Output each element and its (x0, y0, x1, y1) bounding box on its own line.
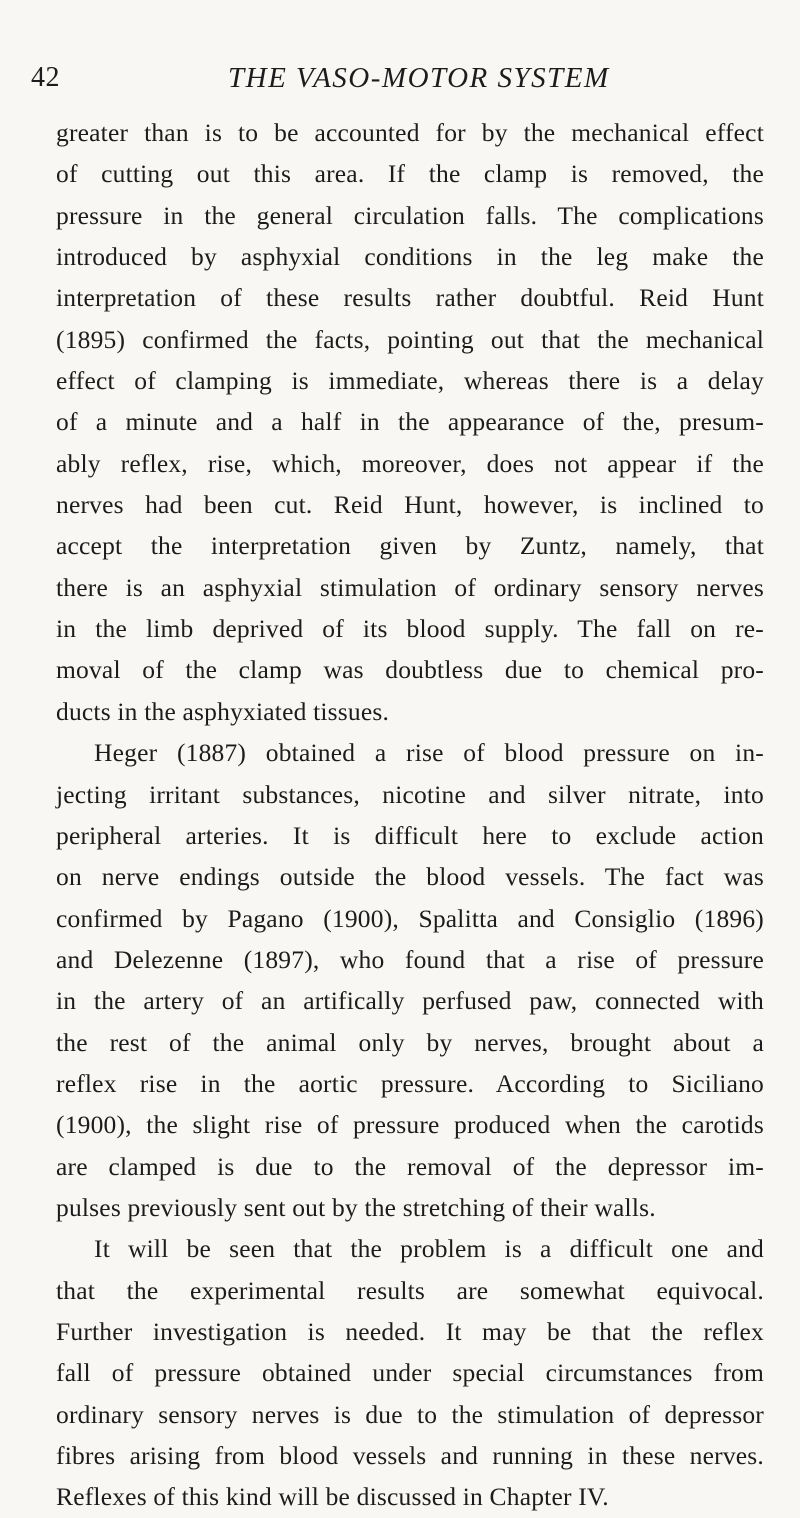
text-line: pressure in the general circulation falls. The complications (56, 200, 764, 230)
text-line: that the experimental results are somewhat equivocal. (56, 1275, 764, 1305)
text-line: (1895) confirmed the facts, pointing out that the mechanical (56, 324, 764, 354)
text-line: and Delezenne (1897), who found that a rise of pressure (56, 944, 764, 974)
body-text (56, 112, 764, 1518)
text-line: effect of clamping is immediate, whereas there is a delay (56, 366, 764, 396)
text-line: pulses previously sent out by the stretching of their walls. (56, 1192, 656, 1222)
text-line: Reflexes of this kind will be discussed in Chapter IV. (56, 1482, 609, 1512)
text-line: ducts in the asphyxiated tissues. (56, 696, 390, 726)
text-line: greater than is to be accounted for by the mechanical effect (56, 118, 764, 147)
text-line: peripheral arteries. It is difficult here to exclude action (56, 820, 764, 850)
text-line: (1900), the slight rise of pressure produced when the carotids (56, 1110, 764, 1140)
text-line: fall of pressure obtained under special circumstances from (56, 1358, 764, 1388)
text-line: there is an asphyxial stimulation of ordinary sensory nerves (56, 572, 764, 602)
text-line: fibres arising from blood vessels and running in these nerves. (56, 1441, 764, 1470)
text-line: of cutting out this area. If the clamp is removed, the (56, 159, 764, 189)
text-line: in the limb deprived of its blood supply. The fall on re- (56, 614, 764, 644)
running-title: THE VASO-MOTOR SYSTEM (228, 62, 610, 94)
running-head (0, 62, 800, 102)
text-line: reflex rise in the aortic pressure. According to Siciliano (56, 1068, 764, 1098)
text-line: introduced by asphyxial conditions in the leg make the (56, 242, 764, 272)
text-line: Heger (1887) obtained a rise of blood pressure on in- (94, 738, 764, 768)
text-line: in the artery of an artifically perfused paw, connected with (56, 986, 764, 1016)
text-line: It will be seen that the problem is a difficult one and (94, 1234, 764, 1264)
text-line: jecting irritant substances, nicotine and silver nitrate, into (56, 779, 764, 809)
text-line: Further investigation is needed. It may be that the reflex (56, 1316, 764, 1346)
text-line: confirmed by Pagano (1900), Spalitta and Consiglio (1896) (56, 903, 764, 933)
text-line: ordinary sensory nerves is due to the stimulation of depressor (56, 1399, 764, 1429)
text-line: moval of the clamp was doubtless due to chemical pro- (56, 655, 764, 685)
text-line: on nerve endings outside the blood vessels. The fact was (56, 862, 764, 892)
text-line: of a minute and a half in the appearance of the, presum- (56, 407, 764, 437)
text-line: are clamped is due to the removal of the depressor im- (56, 1151, 764, 1181)
text-line: interpretation of these results rather doubtful. Reid Hunt (56, 283, 764, 313)
text-line: ably reflex, rise, which, moreover, does not appear if the (56, 448, 764, 478)
text-line: nerves had been cut. Reid Hunt, however, is inclined to (56, 490, 764, 520)
text-line: the rest of the animal only by nerves, brought about a (56, 1027, 764, 1057)
page-number: 42 (31, 62, 60, 93)
text-line: accept the interpretation given by Zuntz, namely, that (56, 531, 764, 561)
